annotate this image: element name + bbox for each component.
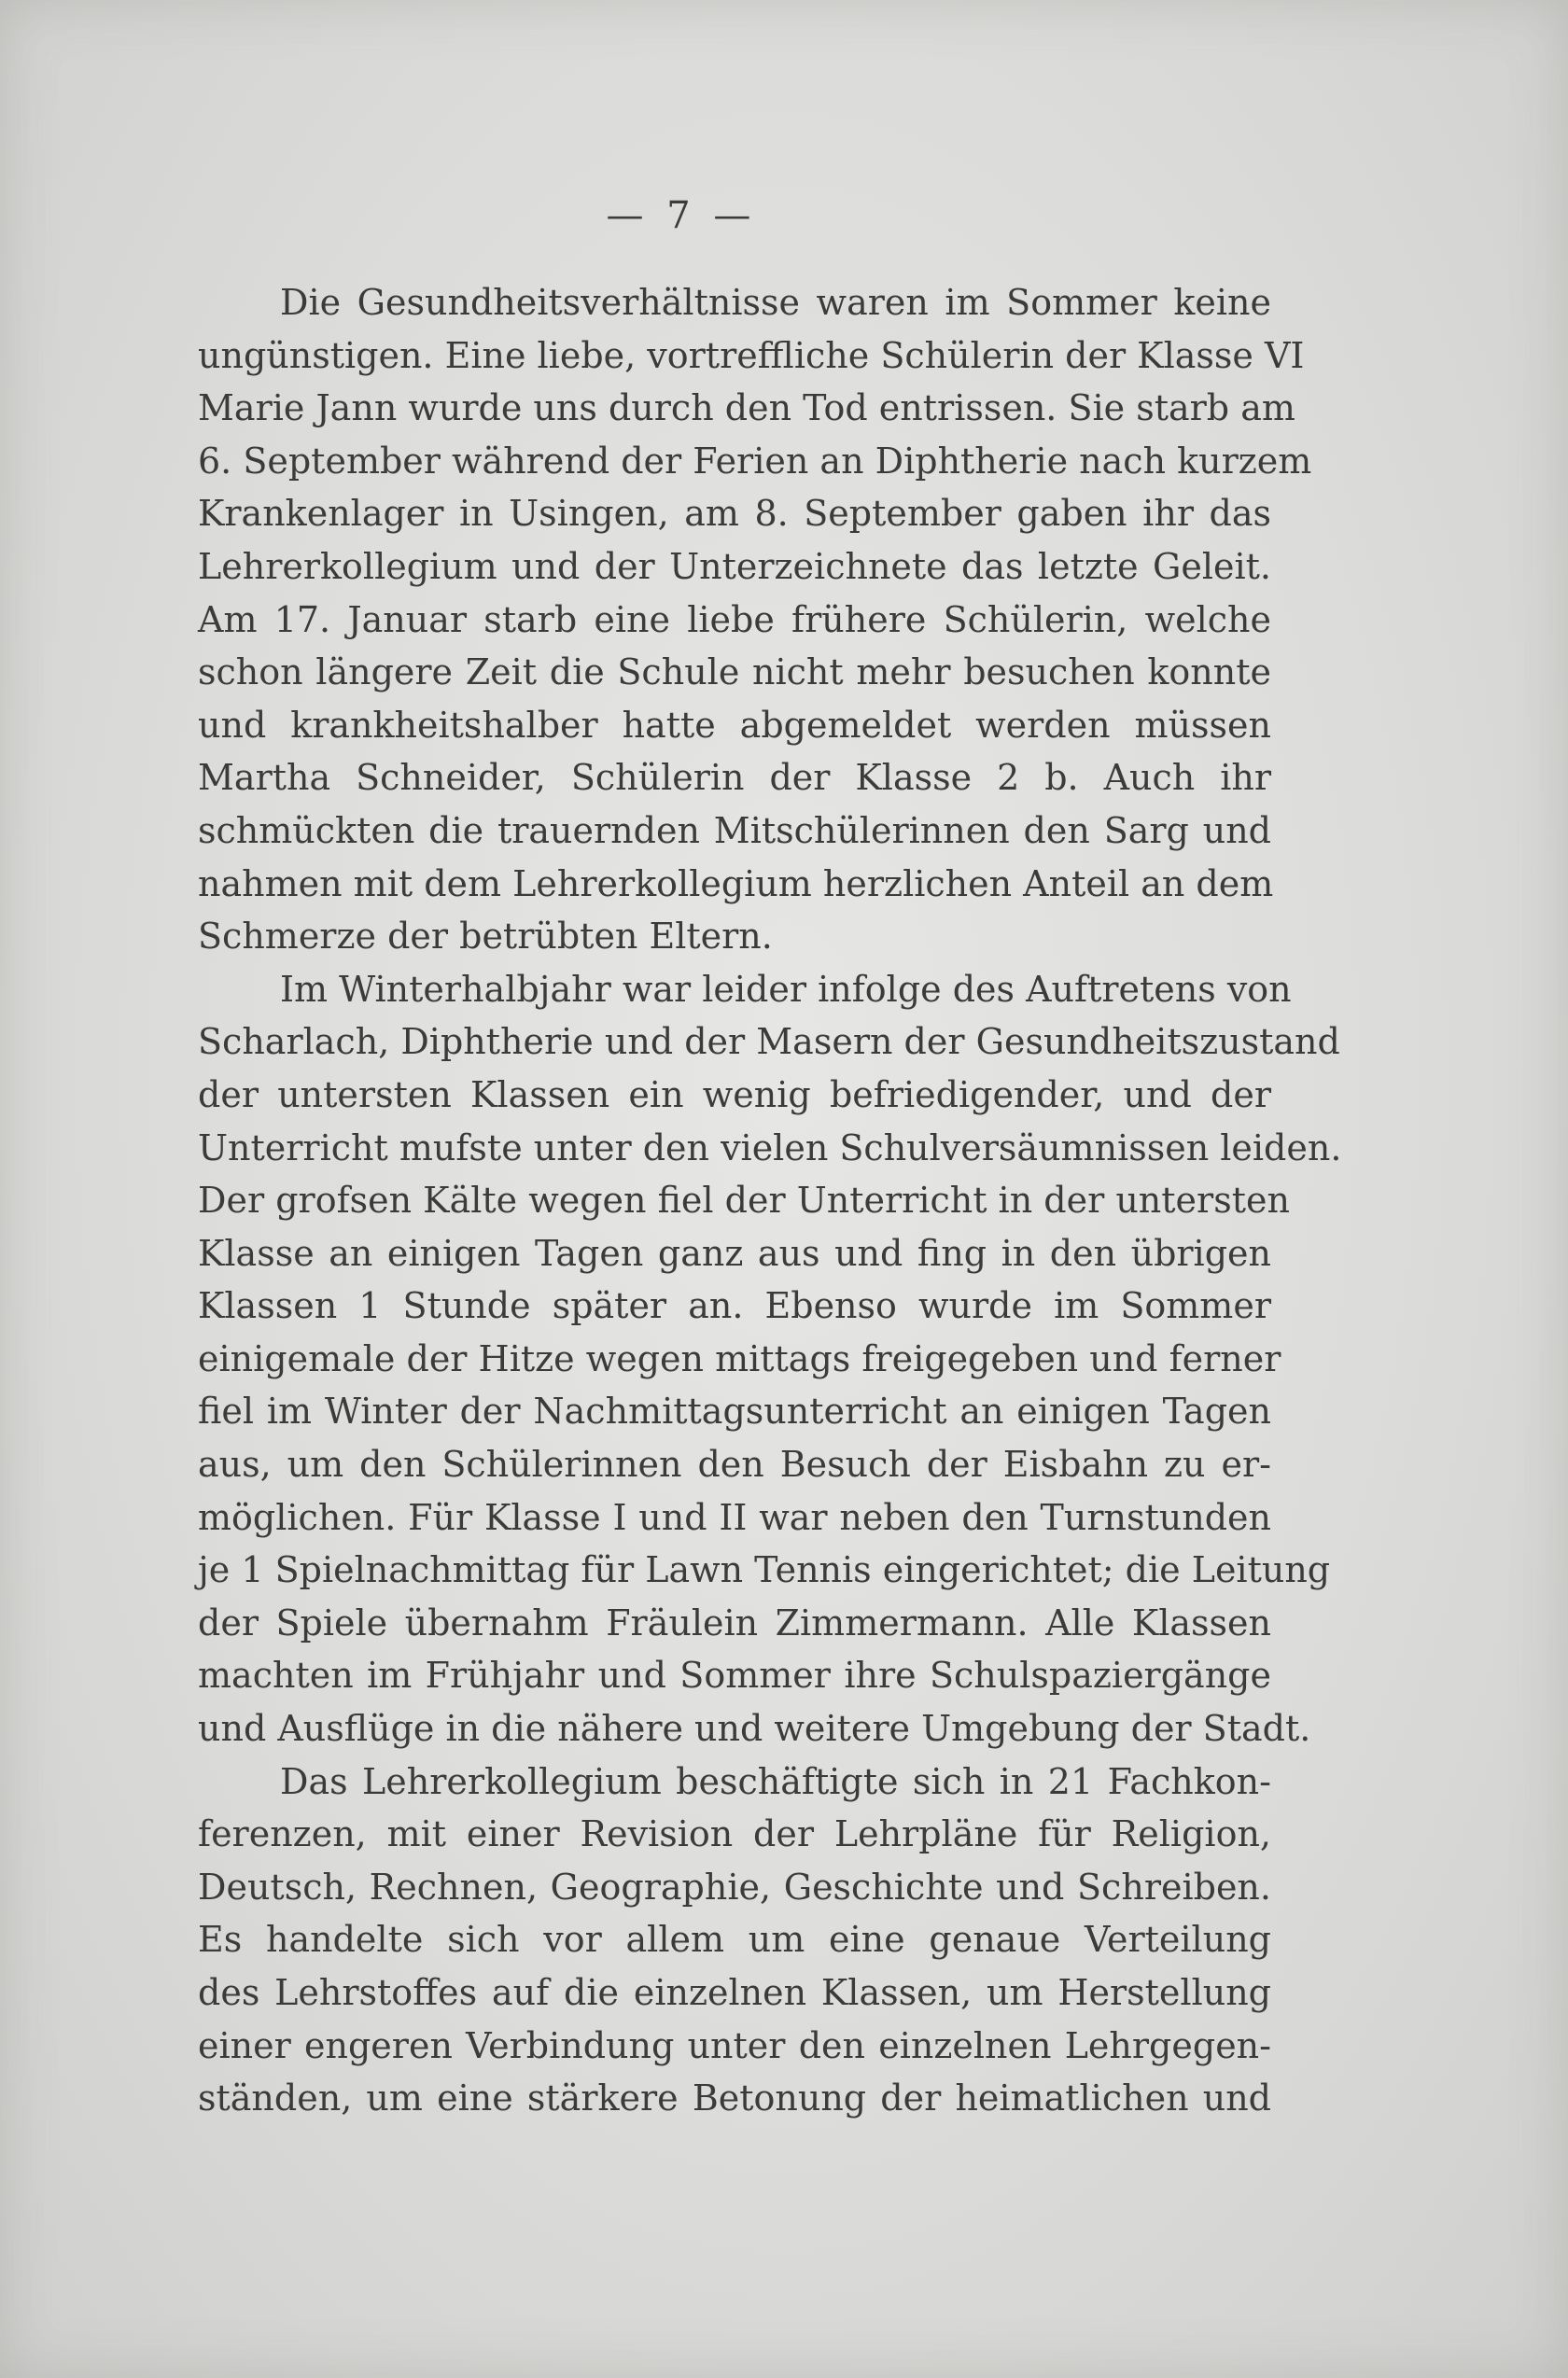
text-line: Unterricht mufste unter den vielen Schulversäumnissen leiden. bbox=[198, 1126, 1342, 1168]
text-line: Es handelte sich vor allem um eine genaue Verteilung bbox=[198, 1919, 1271, 1961]
text-line: Die Gesundheitsverhältnisse waren im Sommer keine bbox=[280, 282, 1271, 323]
text-line: Schmerze der betrübten Eltern. bbox=[198, 916, 773, 958]
text-line: und Ausflüge in die nähere und weitere Umgebung der Stadt. bbox=[198, 1708, 1311, 1750]
text-line: möglichen. Für Klasse I und II war neben den Turnstunden bbox=[198, 1496, 1271, 1538]
text-line: Klasse an einigen Tagen ganz aus und fing in den übrigen bbox=[198, 1232, 1271, 1274]
text-line: Deutsch, Rechnen, Geographie, Geschichte und Schreiben. bbox=[198, 1866, 1271, 1908]
text-line: je 1 Spielnachmittag für Lawn Tennis eingerichtet; die Leitung bbox=[198, 1549, 1331, 1591]
text-line: Lehrerkollegium und der Unterzeichnete das letzte Geleit. bbox=[198, 545, 1271, 587]
text-line: fiel im Winter der Nachmittagsunterricht an einigen Tagen bbox=[198, 1391, 1271, 1433]
text-line: Am 17. Januar starb eine liebe frühere Schülerin, welche bbox=[198, 598, 1271, 640]
text-line: der untersten Klassen ein wenig befriedigender, und der bbox=[198, 1073, 1271, 1115]
text-line: schon längere Zeit die Schule nicht mehr besuchen konnte bbox=[198, 651, 1271, 693]
text-line: Krankenlager in Usingen, am 8. September gaben ihr das bbox=[198, 493, 1271, 535]
text-line: der Spiele übernahm Fräulein Zimmermann. Alle Klassen bbox=[198, 1602, 1271, 1644]
text-line: Das Lehrerkollegium beschäftigte sich in 21 Fachkon- bbox=[280, 1760, 1271, 1802]
text-line: schmückten die trauernden Mitschülerinnen den Sarg und bbox=[198, 809, 1271, 851]
text-line: Scharlach, Diphtherie und der Masern der Gesundheitszustand bbox=[198, 1021, 1340, 1063]
text-line: aus, um den Schülerinnen den Besuch der Eisbahn zu er- bbox=[198, 1444, 1271, 1486]
body-text bbox=[198, 276, 1342, 2125]
text-line: einer engeren Verbindung unter den einzelnen Lehrgegen- bbox=[198, 2024, 1271, 2066]
text-line: 6. September während der Ferien an Diphtherie nach kurzem bbox=[198, 440, 1312, 482]
text-line: Martha Schneider, Schülerin der Klasse 2 b. Auch ihr bbox=[198, 757, 1271, 799]
text-line: Klassen 1 Stunde später an. Ebenso wurde im Sommer bbox=[198, 1285, 1271, 1327]
text-line: Marie Jann wurde uns durch den Tod entrissen. Sie starb am bbox=[198, 387, 1295, 429]
text-line: ungünstigen. Eine liebe, vortreffliche Schülerin der Klasse VI bbox=[198, 334, 1305, 376]
text-line: ferenzen, mit einer Revision der Lehrpläne für Religion, bbox=[198, 1813, 1271, 1855]
page-number: — 7 — bbox=[606, 194, 757, 237]
text-line: und krankheitshalber hatte abgemeldet werden müssen bbox=[198, 704, 1271, 746]
text-line: machten im Frühjahr und Sommer ihre Schulspaziergänge bbox=[198, 1655, 1271, 1697]
text-line: nahmen mit dem Lehrerkollegium herzlichen Anteil an dem bbox=[198, 862, 1274, 904]
text-line: einigemale der Hitze wegen mittags freigegeben und ferner bbox=[198, 1337, 1281, 1379]
text-line: Im Winterhalbjahr war leider infolge des Auftretens von bbox=[280, 968, 1292, 1010]
text-line: Der grofsen Kälte wegen fiel der Unterricht in der untersten bbox=[198, 1180, 1290, 1222]
text-line: des Lehrstoffes auf die einzelnen Klassen, um Herstellung bbox=[198, 1972, 1271, 2013]
text-line: ständen, um eine stärkere Betonung der heimatlichen und bbox=[198, 2077, 1271, 2119]
